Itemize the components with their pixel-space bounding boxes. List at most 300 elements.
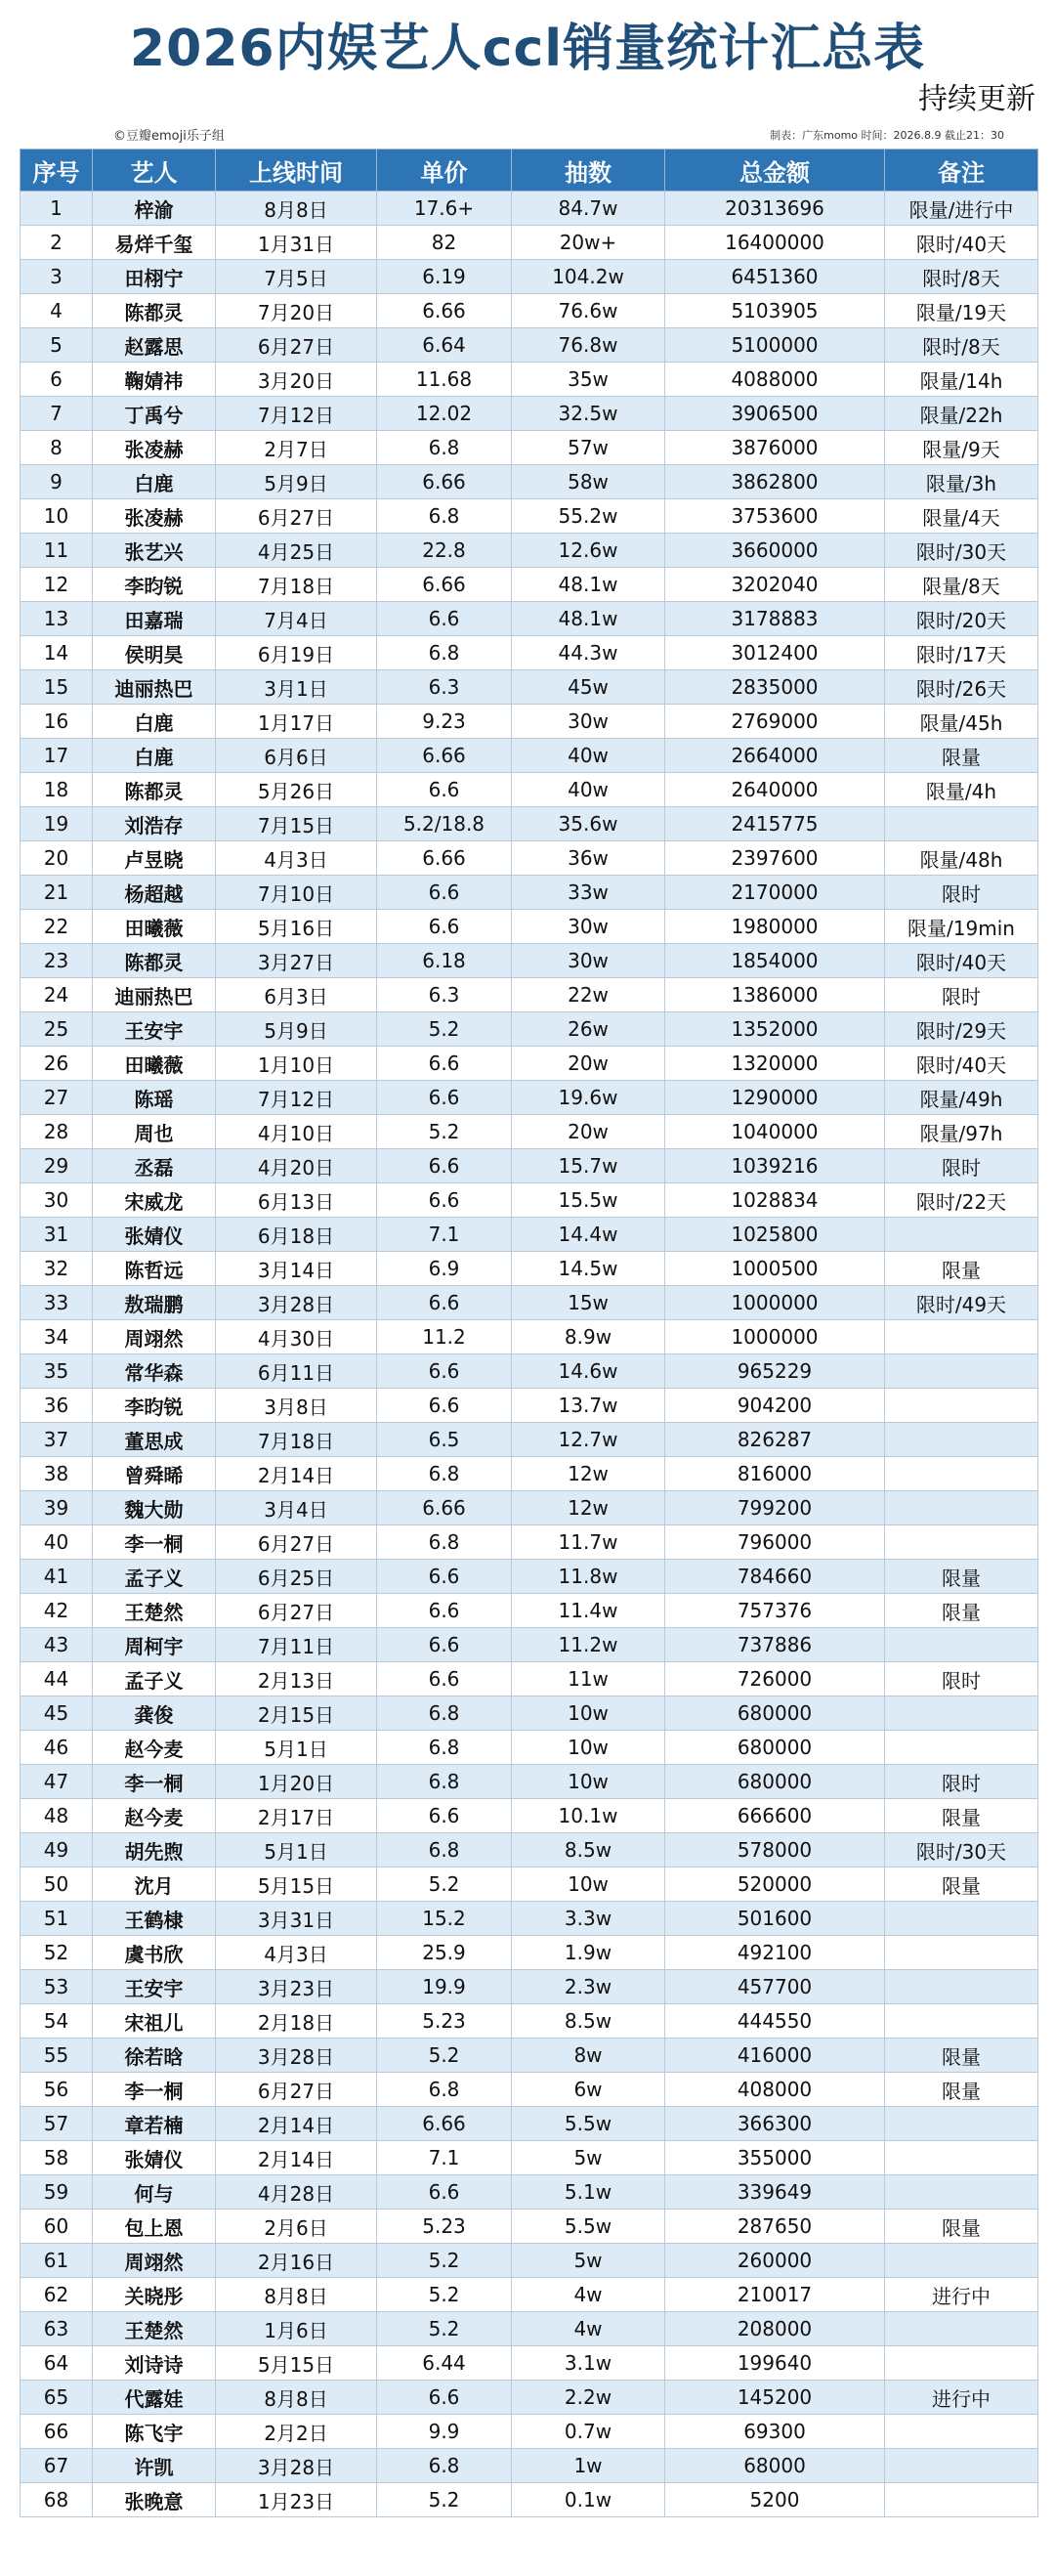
launch-date: 1月17日	[216, 705, 377, 739]
total-amount: 680000	[665, 1765, 885, 1799]
draw-count: 84.7w	[512, 192, 665, 226]
table-row	[21, 226, 1038, 260]
total-amount: 3012400	[665, 636, 885, 670]
table-row	[21, 807, 1038, 841]
row-index: 13	[21, 602, 93, 636]
row-index: 30	[21, 1183, 93, 1218]
total-amount: 69300	[665, 2415, 885, 2449]
total-amount: 2835000	[665, 670, 885, 705]
note	[885, 2312, 1038, 2346]
launch-date: 6月3日	[216, 978, 377, 1012]
launch-date: 1月20日	[216, 1765, 377, 1799]
total-amount: 784660	[665, 1560, 885, 1594]
unit-price: 11.68	[377, 363, 512, 397]
table-row	[21, 1799, 1038, 1833]
artist-name: 代露娃	[93, 2381, 216, 2415]
artist-name: 周柯宇	[93, 1628, 216, 1662]
draw-count: 19.6w	[512, 1081, 665, 1115]
table-row	[21, 876, 1038, 910]
draw-count: 4w	[512, 2312, 665, 2346]
table-row	[21, 499, 1038, 534]
launch-date: 7月18日	[216, 568, 377, 602]
total-amount: 199640	[665, 2346, 885, 2381]
note: 限时	[885, 1662, 1038, 1696]
launch-date: 7月12日	[216, 1081, 377, 1115]
total-amount: 816000	[665, 1457, 885, 1491]
row-index: 22	[21, 910, 93, 944]
launch-date: 3月4日	[216, 1491, 377, 1525]
unit-price: 6.8	[377, 431, 512, 465]
launch-date: 5月9日	[216, 465, 377, 499]
total-amount: 520000	[665, 1868, 885, 1902]
note: 限时	[885, 1765, 1038, 1799]
note	[885, 1354, 1038, 1389]
unit-price: 5.2	[377, 2278, 512, 2312]
row-index: 51	[21, 1902, 93, 1936]
launch-date: 5月26日	[216, 773, 377, 807]
note: 限量	[885, 739, 1038, 773]
artist-name: 陈都灵	[93, 944, 216, 978]
note	[885, 2244, 1038, 2278]
artist-name: 梓渝	[93, 192, 216, 226]
draw-count: 10w	[512, 1696, 665, 1731]
launch-date: 7月5日	[216, 260, 377, 294]
total-amount: 145200	[665, 2381, 885, 2415]
table-row	[21, 1902, 1038, 1936]
launch-date: 5月15日	[216, 1868, 377, 1902]
launch-date: 2月14日	[216, 2107, 377, 2141]
note	[885, 1731, 1038, 1765]
table-row	[21, 1868, 1038, 1902]
total-amount: 3753600	[665, 499, 885, 534]
total-amount: 287650	[665, 2210, 885, 2244]
launch-date: 2月15日	[216, 1696, 377, 1731]
table-row	[21, 636, 1038, 670]
note	[885, 2004, 1038, 2039]
table-row	[21, 1662, 1038, 1696]
unit-price: 6.6	[377, 910, 512, 944]
row-index: 15	[21, 670, 93, 705]
table-row	[21, 1047, 1038, 1081]
launch-date: 4月30日	[216, 1320, 377, 1354]
unit-price: 6.6	[377, 2175, 512, 2210]
launch-date: 7月10日	[216, 876, 377, 910]
row-index: 7	[21, 397, 93, 431]
note: 限量/进行中	[885, 192, 1038, 226]
table-row	[21, 1731, 1038, 1765]
note	[885, 1389, 1038, 1423]
launch-date: 3月28日	[216, 2039, 377, 2073]
draw-count: 20w	[512, 1115, 665, 1149]
note: 限量/22h	[885, 397, 1038, 431]
launch-date: 3月20日	[216, 363, 377, 397]
total-amount: 965229	[665, 1354, 885, 1389]
row-index: 27	[21, 1081, 93, 1115]
note	[885, 1423, 1038, 1457]
table-row	[21, 1457, 1038, 1491]
unit-price: 12.02	[377, 397, 512, 431]
table-row	[21, 1423, 1038, 1457]
table-row	[21, 192, 1038, 226]
page-subtitle: 持续更新	[918, 82, 1035, 116]
draw-count: 20w	[512, 1047, 665, 1081]
total-amount: 1000000	[665, 1320, 885, 1354]
launch-date: 3月27日	[216, 944, 377, 978]
unit-price: 6.6	[377, 1560, 512, 1594]
artist-name: 沈月	[93, 1868, 216, 1902]
row-index: 38	[21, 1457, 93, 1491]
artist-name: 陈都灵	[93, 294, 216, 328]
artist-name: 周翊然	[93, 2244, 216, 2278]
draw-count: 11.8w	[512, 1560, 665, 1594]
table-row	[21, 773, 1038, 807]
note: 限量/8天	[885, 568, 1038, 602]
total-amount: 680000	[665, 1731, 885, 1765]
note	[885, 1696, 1038, 1731]
row-index: 47	[21, 1765, 93, 1799]
table-row	[21, 841, 1038, 876]
unit-price: 15.2	[377, 1902, 512, 1936]
total-amount: 578000	[665, 1833, 885, 1868]
unit-price: 6.6	[377, 876, 512, 910]
row-index: 4	[21, 294, 93, 328]
table-row	[21, 1115, 1038, 1149]
artist-name: 张凌赫	[93, 431, 216, 465]
launch-date: 6月27日	[216, 1594, 377, 1628]
note: 限量/45h	[885, 705, 1038, 739]
row-index: 52	[21, 1936, 93, 1970]
unit-price: 6.6	[377, 1149, 512, 1183]
artist-name: 陈瑶	[93, 1081, 216, 1115]
draw-count: 30w	[512, 944, 665, 978]
unit-price: 6.6	[377, 1799, 512, 1833]
table-row	[21, 260, 1038, 294]
sales-table-container	[20, 149, 1037, 2517]
unit-price: 6.8	[377, 636, 512, 670]
unit-price: 19.9	[377, 1970, 512, 2004]
draw-count: 33w	[512, 876, 665, 910]
artist-name: 王安宇	[93, 1012, 216, 1047]
launch-date: 6月6日	[216, 739, 377, 773]
total-amount: 3202040	[665, 568, 885, 602]
note: 进行中	[885, 2278, 1038, 2312]
artist-name: 赵露思	[93, 328, 216, 363]
artist-name: 敖瑞鹏	[93, 1286, 216, 1320]
total-amount: 2170000	[665, 876, 885, 910]
total-amount: 2769000	[665, 705, 885, 739]
row-index: 56	[21, 2073, 93, 2107]
total-amount: 3906500	[665, 397, 885, 431]
draw-count: 5.5w	[512, 2107, 665, 2141]
table-row	[21, 1149, 1038, 1183]
row-index: 36	[21, 1389, 93, 1423]
artist-name: 赵今麦	[93, 1799, 216, 1833]
artist-name: 常华森	[93, 1354, 216, 1389]
draw-count: 13.7w	[512, 1389, 665, 1423]
launch-date: 2月17日	[216, 1799, 377, 1833]
note	[885, 2449, 1038, 2483]
row-index: 12	[21, 568, 93, 602]
artist-name: 田曦薇	[93, 1047, 216, 1081]
launch-date: 5月9日	[216, 1012, 377, 1047]
draw-count: 35.6w	[512, 807, 665, 841]
unit-price: 6.8	[377, 499, 512, 534]
artist-name: 宋祖儿	[93, 2004, 216, 2039]
note	[885, 1320, 1038, 1354]
table-row	[21, 1012, 1038, 1047]
artist-name: 孟子义	[93, 1662, 216, 1696]
table-row	[21, 602, 1038, 636]
table-row	[21, 2073, 1038, 2107]
artist-name: 白鹿	[93, 705, 216, 739]
sales-table	[20, 149, 1038, 2517]
unit-price: 7.1	[377, 2141, 512, 2175]
row-index: 8	[21, 431, 93, 465]
page-title: 2026内娱艺人ccl销量统计汇总表	[129, 20, 926, 78]
draw-count: 15.7w	[512, 1149, 665, 1183]
artist-name: 虞书欣	[93, 1936, 216, 1970]
draw-count: 3.1w	[512, 2346, 665, 2381]
header-notes: 备注	[885, 150, 1038, 192]
launch-date: 2月16日	[216, 2244, 377, 2278]
unit-price: 7.1	[377, 1218, 512, 1252]
artist-name: 鞠婧祎	[93, 363, 216, 397]
unit-price: 5.2	[377, 2244, 512, 2278]
draw-count: 35w	[512, 363, 665, 397]
total-amount: 4088000	[665, 363, 885, 397]
artist-name: 李一桐	[93, 1765, 216, 1799]
total-amount: 355000	[665, 2141, 885, 2175]
total-amount: 726000	[665, 1662, 885, 1696]
total-amount: 796000	[665, 1525, 885, 1560]
total-amount: 1040000	[665, 1115, 885, 1149]
artist-name: 迪丽热巴	[93, 670, 216, 705]
note: 限量	[885, 1560, 1038, 1594]
header-draws: 抽数	[512, 150, 665, 192]
total-amount: 2640000	[665, 773, 885, 807]
row-index: 41	[21, 1560, 93, 1594]
row-index: 37	[21, 1423, 93, 1457]
total-amount: 492100	[665, 1936, 885, 1970]
note: 限量	[885, 2039, 1038, 2073]
total-amount: 826287	[665, 1423, 885, 1457]
launch-date: 7月18日	[216, 1423, 377, 1457]
unit-price: 6.8	[377, 1833, 512, 1868]
note: 限时/17天	[885, 636, 1038, 670]
artist-name: 章若楠	[93, 2107, 216, 2141]
total-amount: 5100000	[665, 328, 885, 363]
note: 限时/40天	[885, 944, 1038, 978]
launch-date: 6月27日	[216, 499, 377, 534]
table-row	[21, 2244, 1038, 2278]
launch-date: 6月25日	[216, 1560, 377, 1594]
artist-name: 包上恩	[93, 2210, 216, 2244]
row-index: 21	[21, 876, 93, 910]
launch-date: 6月19日	[216, 636, 377, 670]
artist-name: 王楚然	[93, 1594, 216, 1628]
note: 限时/40天	[885, 1047, 1038, 1081]
table-row	[21, 2449, 1038, 2483]
draw-count: 11.7w	[512, 1525, 665, 1560]
row-index: 44	[21, 1662, 93, 1696]
draw-count: 5.5w	[512, 2210, 665, 2244]
note	[885, 1970, 1038, 2004]
launch-date: 3月23日	[216, 1970, 377, 2004]
row-index: 43	[21, 1628, 93, 1662]
unit-price: 6.8	[377, 2073, 512, 2107]
table-row	[21, 1389, 1038, 1423]
unit-price: 11.2	[377, 1320, 512, 1354]
note: 限量/97h	[885, 1115, 1038, 1149]
artist-name: 龚俊	[93, 1696, 216, 1731]
unit-price: 6.5	[377, 1423, 512, 1457]
table-row	[21, 2278, 1038, 2312]
total-amount: 1386000	[665, 978, 885, 1012]
unit-price: 17.6+	[377, 192, 512, 226]
draw-count: 8w	[512, 2039, 665, 2073]
launch-date: 6月11日	[216, 1354, 377, 1389]
unit-price: 6.8	[377, 1765, 512, 1799]
draw-count: 40w	[512, 739, 665, 773]
draw-count: 14.6w	[512, 1354, 665, 1389]
artist-name: 张婧仪	[93, 2141, 216, 2175]
row-index: 39	[21, 1491, 93, 1525]
note: 限时	[885, 978, 1038, 1012]
row-index: 46	[21, 1731, 93, 1765]
row-index: 23	[21, 944, 93, 978]
unit-price: 5.2	[377, 2483, 512, 2517]
header-total-amount: 总金额	[665, 150, 885, 192]
note: 限量/48h	[885, 841, 1038, 876]
artist-name: 杨超越	[93, 876, 216, 910]
total-amount: 1028834	[665, 1183, 885, 1218]
note	[885, 1525, 1038, 1560]
total-amount: 339649	[665, 2175, 885, 2210]
author-date: 制表：广东momo 时间：2026.8.9 截止21：30	[770, 129, 1004, 142]
total-amount: 2397600	[665, 841, 885, 876]
total-amount: 68000	[665, 2449, 885, 2483]
artist-name: 孟子义	[93, 1560, 216, 1594]
unit-price: 5.23	[377, 2210, 512, 2244]
total-amount: 1320000	[665, 1047, 885, 1081]
draw-count: 44.3w	[512, 636, 665, 670]
artist-name: 刘诗诗	[93, 2346, 216, 2381]
total-amount: 408000	[665, 2073, 885, 2107]
draw-count: 30w	[512, 910, 665, 944]
note: 限量/19天	[885, 294, 1038, 328]
artist-name: 丞磊	[93, 1149, 216, 1183]
table-row	[21, 294, 1038, 328]
artist-name: 陈哲远	[93, 1252, 216, 1286]
draw-count: 12w	[512, 1457, 665, 1491]
unit-price: 6.6	[377, 1354, 512, 1389]
artist-name: 张艺兴	[93, 534, 216, 568]
note	[885, 1218, 1038, 1252]
row-index: 35	[21, 1354, 93, 1389]
draw-count: 3.3w	[512, 1902, 665, 1936]
launch-date: 2月18日	[216, 2004, 377, 2039]
unit-price: 6.6	[377, 1047, 512, 1081]
row-index: 40	[21, 1525, 93, 1560]
row-index: 60	[21, 2210, 93, 2244]
row-index: 58	[21, 2141, 93, 2175]
note	[885, 2415, 1038, 2449]
launch-date: 4月25日	[216, 534, 377, 568]
unit-price: 6.3	[377, 670, 512, 705]
draw-count: 14.5w	[512, 1252, 665, 1286]
artist-name: 白鹿	[93, 739, 216, 773]
note: 限时/30天	[885, 534, 1038, 568]
note	[885, 1457, 1038, 1491]
table-row	[21, 1560, 1038, 1594]
row-index: 18	[21, 773, 93, 807]
row-index: 62	[21, 2278, 93, 2312]
total-amount: 416000	[665, 2039, 885, 2073]
draw-count: 1.9w	[512, 1936, 665, 1970]
artist-name: 张婧仪	[93, 1218, 216, 1252]
draw-count: 104.2w	[512, 260, 665, 294]
artist-name: 田嘉瑞	[93, 602, 216, 636]
note	[885, 1902, 1038, 1936]
row-index: 63	[21, 2312, 93, 2346]
unit-price: 6.8	[377, 1525, 512, 1560]
artist-name: 陈都灵	[93, 773, 216, 807]
draw-count: 15.5w	[512, 1183, 665, 1218]
unit-price: 6.66	[377, 841, 512, 876]
launch-date: 5月16日	[216, 910, 377, 944]
launch-date: 5月1日	[216, 1833, 377, 1868]
launch-date: 2月13日	[216, 1662, 377, 1696]
total-amount: 2415775	[665, 807, 885, 841]
total-amount: 1352000	[665, 1012, 885, 1047]
note	[885, 1628, 1038, 1662]
artist-name: 周也	[93, 1115, 216, 1149]
total-amount: 799200	[665, 1491, 885, 1525]
artist-name: 刘浩存	[93, 807, 216, 841]
unit-price: 6.44	[377, 2346, 512, 2381]
table-row	[21, 2346, 1038, 2381]
artist-name: 田栩宁	[93, 260, 216, 294]
total-amount: 1025800	[665, 1218, 885, 1252]
table-row	[21, 2107, 1038, 2141]
unit-price: 6.19	[377, 260, 512, 294]
table-row	[21, 2141, 1038, 2175]
unit-price: 6.3	[377, 978, 512, 1012]
row-index: 14	[21, 636, 93, 670]
header-index: 序号	[21, 150, 93, 192]
note: 进行中	[885, 2381, 1038, 2415]
draw-count: 2.2w	[512, 2381, 665, 2415]
draw-count: 10.1w	[512, 1799, 665, 1833]
total-amount: 3660000	[665, 534, 885, 568]
draw-count: 76.8w	[512, 328, 665, 363]
artist-name: 胡先煦	[93, 1833, 216, 1868]
unit-price: 6.66	[377, 1491, 512, 1525]
launch-date: 3月31日	[216, 1902, 377, 1936]
note: 限量/19min	[885, 910, 1038, 944]
row-index: 26	[21, 1047, 93, 1081]
table-row	[21, 1970, 1038, 2004]
note: 限量	[885, 2210, 1038, 2244]
row-index: 53	[21, 1970, 93, 2004]
launch-date: 7月11日	[216, 1628, 377, 1662]
artist-name: 曾舜晞	[93, 1457, 216, 1491]
artist-name: 王楚然	[93, 2312, 216, 2346]
launch-date: 6月18日	[216, 1218, 377, 1252]
total-amount: 1980000	[665, 910, 885, 944]
unit-price: 9.23	[377, 705, 512, 739]
table-row	[21, 1252, 1038, 1286]
